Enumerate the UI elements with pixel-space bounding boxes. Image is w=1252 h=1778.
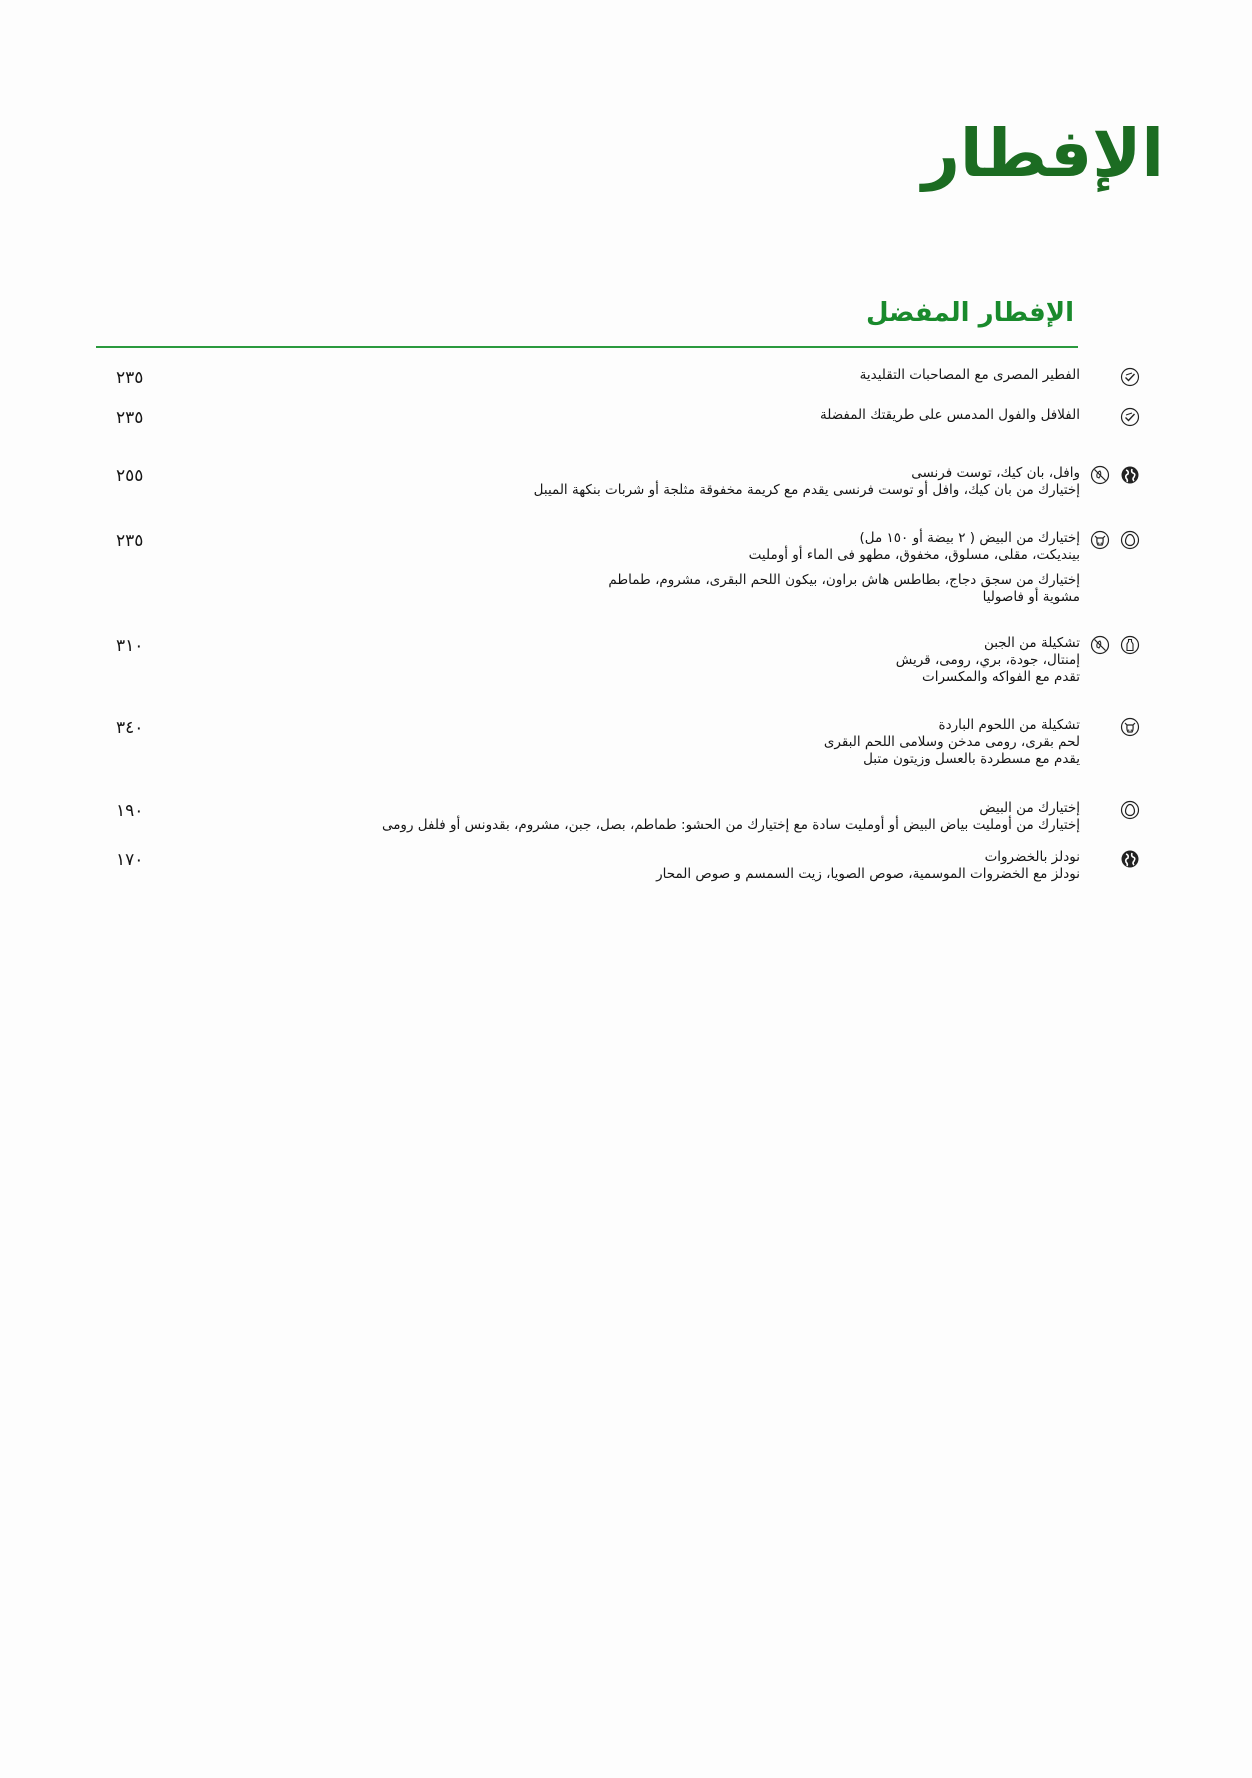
item-name: الفلافل والفول المدمس على طريقتك المفضلة (820, 407, 1080, 423)
item-name: تشكيلة من اللحوم الباردة (938, 717, 1080, 733)
item-price: ٣١٠ (116, 636, 144, 656)
egg-icon (1120, 530, 1140, 550)
item-text (340, 530, 1080, 606)
item-icons (1084, 465, 1140, 485)
globe-icon (1120, 465, 1140, 485)
item-description: لحم بقرى، رومى مدخن وسلامى اللحم البقرى (823, 734, 1080, 750)
menu-item (96, 717, 1080, 797)
gluten-icon (1090, 635, 1110, 655)
section-divider (96, 346, 1078, 348)
item-text (340, 367, 1080, 384)
item-icons (1084, 849, 1140, 869)
cow-icon (1120, 717, 1140, 737)
egg-icon (1120, 800, 1140, 820)
item-name: نودلز بالخضروات (984, 849, 1080, 865)
check-badge-icon (1120, 407, 1140, 427)
globe-icon (1120, 849, 1140, 869)
item-icons (1084, 367, 1140, 387)
item-name: إختيارك من البيض (979, 800, 1080, 816)
item-icons (1084, 407, 1140, 427)
item-text (340, 635, 1080, 686)
item-description: نودلز مع الخضروات الموسمية، صوص الصويا، زيت السمسم و صوص المحار (656, 866, 1080, 882)
item-name: تشكيلة من الجبن (983, 635, 1080, 651)
item-description: إمنتال، جودة، بري، رومى، قريش (895, 652, 1080, 668)
item-price: ٢٣٥ (116, 531, 144, 551)
section-title: الإفطار المفضل (865, 298, 1074, 328)
menu-item (96, 530, 1080, 610)
cow-icon (1090, 530, 1110, 550)
item-icons (1084, 800, 1140, 820)
item-price: ٢٣٥ (116, 408, 144, 428)
item-description: بينديكت، مقلى، مسلوق، مخفوق، مطهو فى الماء أو أومليت (748, 547, 1080, 563)
item-note: يقدم مع مسطردة بالعسل وزيتون متبل (863, 751, 1080, 767)
item-price: ٢٥٥ (116, 466, 144, 486)
item-name: الفطير المصرى مع المصاحبات التقليدية (859, 367, 1080, 383)
item-name: وافل، بان كيك، توست فرنسى (911, 465, 1080, 481)
item-text (340, 465, 1080, 499)
item-note: تقدم مع الفواكه والمكسرات (922, 669, 1080, 685)
item-price: ١٧٠ (116, 850, 144, 870)
item-price: ٣٤٠ (116, 718, 144, 738)
item-text (340, 849, 1080, 883)
gluten-icon (1090, 465, 1110, 485)
menu-item (96, 635, 1080, 715)
item-description: إختيارك من أومليت بياض البيض أو أومليت سادة مع إختيارك من الحشو: طماطم، بصل، جبن، مشروم، بقدونس أو فلفل رومى (381, 817, 1080, 833)
item-price: ١٩٠ (116, 801, 144, 821)
check-badge-icon (1120, 367, 1140, 387)
milk-bottle-icon (1120, 635, 1140, 655)
page-title: الإفطار (921, 115, 1164, 192)
item-text (340, 717, 1080, 768)
item-text (340, 407, 1080, 424)
menu-item (96, 849, 1080, 929)
item-price: ٢٣٥ (116, 368, 144, 388)
item-name: إختيارك من البيض ( ٢ بيضة أو ١٥٠ مل) (859, 530, 1080, 546)
item-text (280, 800, 1080, 834)
item-icons (1084, 717, 1140, 737)
item-description: إختيارك من بان كيك، وافل أو توست فرنسى يقدم مع كريمة مخفوقة مثلجة أو شربات بنكهة الميبل (533, 482, 1080, 498)
item-icons (1084, 635, 1140, 655)
item-icons (1084, 530, 1140, 550)
item-sides: إختيارك من سجق دجاج، بطاطس هاش براون، بيكون اللحم البقرى، مشروم، طماطم مشوية أو فاصوليا (608, 572, 1080, 605)
